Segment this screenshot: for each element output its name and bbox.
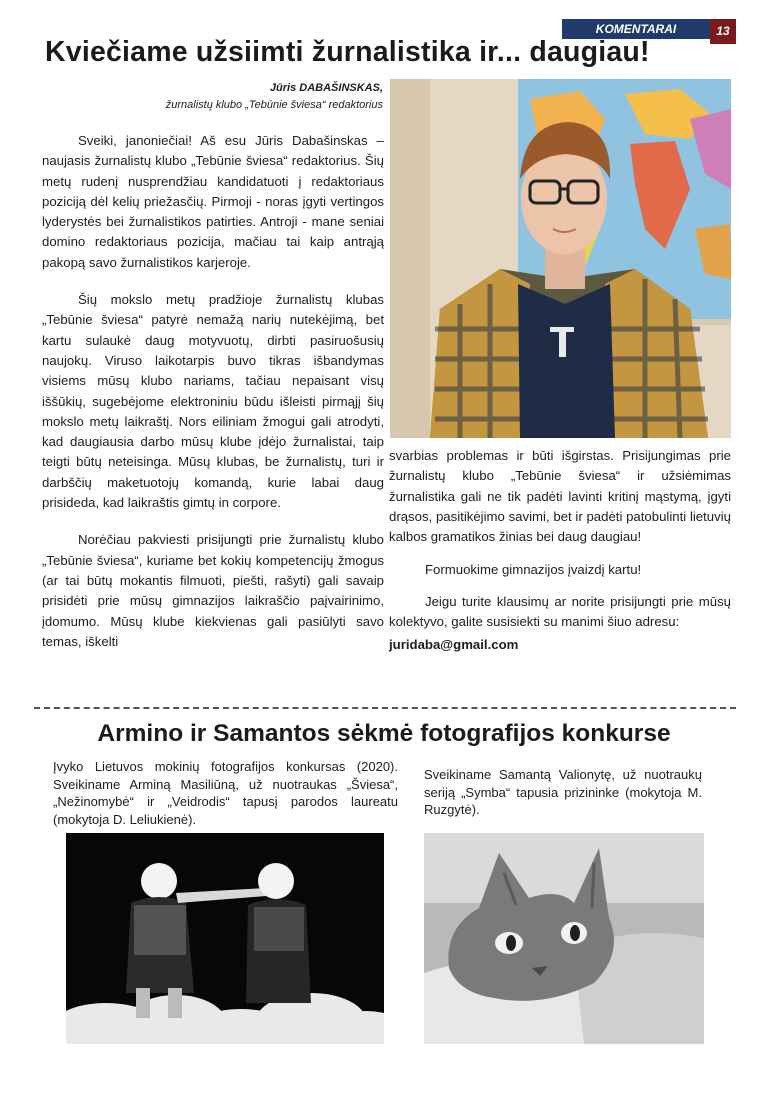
contest-photo-illustration xyxy=(424,833,704,1044)
section-label: KOMENTARAI xyxy=(562,19,710,39)
section-divider xyxy=(34,707,736,709)
article-column-right xyxy=(389,446,731,656)
paragraph: Sveikiname Samantą Valionytę, už nuotraukų seriją „Symba“ tapusia prizininke (mokytoja M. Ruzgytė). xyxy=(424,767,702,817)
page-number: 13 xyxy=(710,19,736,44)
contest-photo-cat xyxy=(424,833,704,1044)
paragraph: Sveiki, janoniečiai! Aš esu Jūris Dabašinskas – naujasis žurnalistų klubo „Tebūnie šviesa“ redaktorius. Šių metų rudenį nusprendžiau kandidatuoti į redaktoriaus poziciją dėl kelių priežasčių. Pirmoji - noras įgyti vertingos lyderystės bei žurnalistikos patirties. Antroji - mane seniai domino redaktoriaus pozicija, mačiau tai kaip antrąją pakopą savo žurnalistikos karjeroje. xyxy=(42,133,384,270)
contact-email: juridaba@gmail.com xyxy=(389,637,519,653)
paragraph: Formuokime gimnazijos įvaizdį kartu! xyxy=(425,562,642,578)
byline xyxy=(80,80,383,114)
author-photo xyxy=(390,79,731,438)
article-title-2: Armino ir Samantos sėkmė fotografijos konkurse xyxy=(97,720,671,747)
paragraph: Norėčiau pakviesti prisijungti prie žurnalistų klubo „Tebūnie šviesa“, kuriame bet kokių kompetencijų žmogus (ar tai būtų mokantis filmuoti, piešti, rašyti) gali savaip prisidėti prie mūsų gimnazijos laikraščio paįvairinimo, įdomumo. Mūsų klube kiekvienas gali pasiūlyti savo temas, iškelti xyxy=(42,532,384,649)
paragraph: Įvyko Lietuvos mokinių fotografijos konkursas (2020). Sveikiname Arminą Masiliūną, už nuotraukas „Šviesa“, „Nežinomybė“ ir „Veidrodis“ tapusį parodos laureatu (mokytoja D. Leliukienė). xyxy=(53,759,398,827)
article-title: Kviečiame užsiimti žurnalistika ir... daugiau! xyxy=(45,36,650,68)
contest-photo-two-figures xyxy=(66,833,384,1044)
contest-photo-illustration xyxy=(66,833,384,1044)
paragraph: svarbias problemas ir būti išgirstas. Prisijungimas prie žurnalistų klubo „Tebūnie šviesa“ ir užsiėmimas žurnalistika gali ne tik padėti lavinti kritinį mąstymą, įgyti drąsos, pasitikėjimo savimi, bet ir padėti patobulinti lietuvių kalbos gramatikos žinias bei daug daugiau! xyxy=(389,448,731,545)
paragraph: Jeigu turite klausimų ar norite prisijungti prie mūsų kolektyvo, galite susisiekti su manimi šiuo adresu: xyxy=(389,593,731,630)
article-column-left xyxy=(42,131,384,652)
author-photo-illustration xyxy=(390,79,731,438)
author-role: žurnalistų klubo „Tebūnie šviesa“ redaktorius xyxy=(165,99,383,111)
paragraph: Šių mokslo metų pradžioje žurnalistų klubas „Tebūnie šviesa“ patyrė nemažą narių nutekėjimą, bet kartu sulaukė daug motyvuotų, dirbti pasiruošusių naujokų. Viruso laikotarpis buvo tikras išbandymas visiems mūsų klubo nariams, tačiau nepaisant visų iššūkių, sugebėjome elektroniniu būdu išleisti pirmąjį šių mokslo metų laikraštį. Nors eiliniam žmogui gali atrodyti, kad daugiausia darbo mūsų klube įdėjo žurnalistai, taip teigti būtų neteisinga. Mūsų klubas, be žurnalistų, turi ir darbščių maketuotojų komandą, kurie labai daug prisideda, kad laikraštis gimtų in corpore. xyxy=(42,292,384,511)
author-name: Jūris DABAŠINSKAS, xyxy=(269,82,383,94)
